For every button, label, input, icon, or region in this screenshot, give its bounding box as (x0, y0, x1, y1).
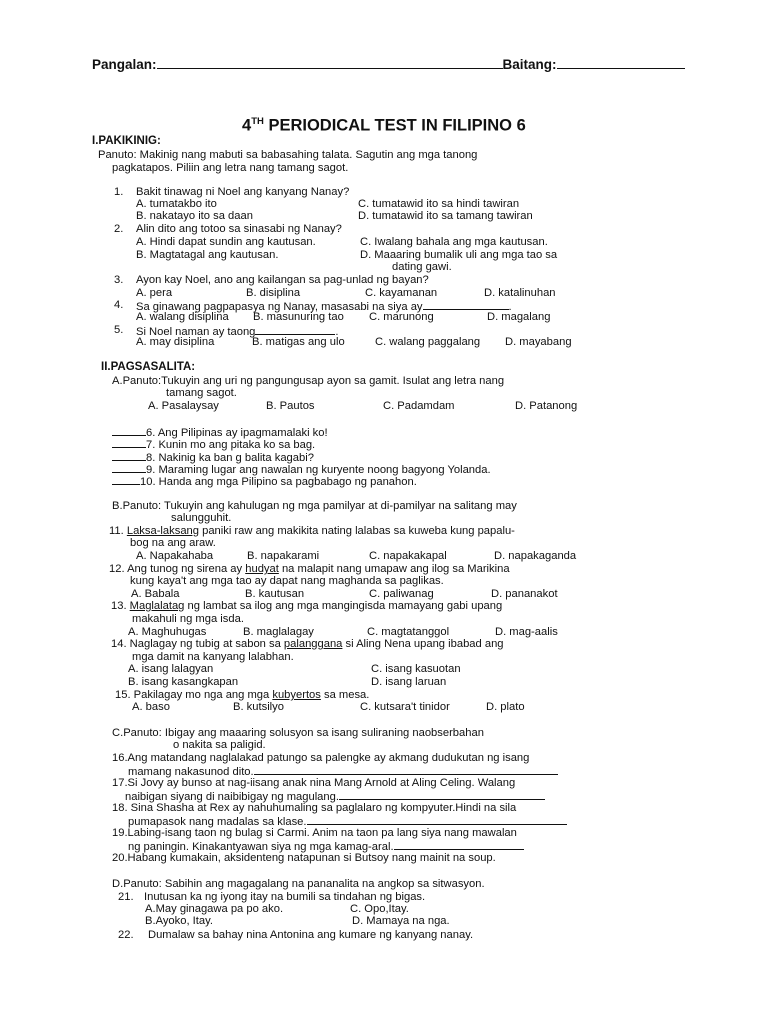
choice-b[interactable]: B. matigas ang ulo (252, 336, 345, 348)
choice-a[interactable]: A. may disiplina (136, 336, 215, 348)
question-number: 21. (118, 891, 134, 903)
question-text: Ayon kay Noel, ano ang kailangan sa pag-unlad ng bayan? (136, 274, 429, 286)
list-item: 8. Nakinig ka ban g balita kagabi? (112, 450, 314, 465)
choice-b[interactable]: B. maglalagay (243, 626, 314, 638)
choice-c[interactable]: C. Opo,Itay. (350, 903, 409, 915)
section-heading: I.PAKIKINIG: (92, 135, 161, 147)
list-item: 18. Sina Shasha at Rex ay nahuhumaling sa paglalaro ng kompyuter.Hindi na sila (112, 802, 517, 814)
choice-b[interactable]: B.Ayoko, Itay. (145, 915, 213, 927)
answer-blank[interactable] (339, 789, 545, 800)
question-number: 4. (114, 299, 124, 311)
choice-c[interactable]: C. tumatawid ito sa hindi tawiran (358, 198, 520, 210)
instructions: B.Panuto: Tukuyin ang kahulugan ng mga pamilyar at di-pamilyar na salitang may (112, 500, 517, 512)
question-text-continued: mga damit na kanyang lalabhan. (132, 651, 294, 663)
list-item: 9. Maraming lugar ang nawalan ng kuryente noong bagyong Yolanda. (112, 462, 491, 477)
question-text: Bakit tinawag ni Noel ang kanyang Nanay? (136, 186, 350, 198)
choice-b[interactable]: B. kutsilyo (233, 701, 284, 713)
choice-a[interactable]: A. Napakahaba (136, 550, 214, 562)
list-item: 16.Ang matandang naglalakad patungo sa palengke ay akmang dudukutan ng isang (112, 752, 530, 764)
instructions: salungguhit. (171, 512, 232, 524)
choice-d[interactable]: D. tumatawid ito sa tamang tawiran (358, 210, 533, 222)
choice-d[interactable]: D. plato (486, 701, 525, 713)
list-item-continued: pumapasok nang madalas sa klase. (128, 814, 567, 829)
choice-c[interactable]: C. magtatanggol (367, 626, 450, 638)
name-label: Pangalan: (92, 57, 157, 72)
choice-b[interactable]: B. nakatayo ito sa daan (136, 210, 253, 222)
answer-blank[interactable] (112, 437, 146, 448)
answer-blank[interactable] (394, 839, 524, 850)
question-text: 11. Laksa-laksang paniki raw ang makikita nating lalabas sa kuweba kung papalu- (109, 525, 515, 537)
question-number: 2. (114, 223, 124, 235)
choice-d[interactable]: D. pananakot (491, 588, 558, 600)
list-item: 20.Habang kumakain, aksidenteng natapunan si Butsoy nang mainit na soup. (112, 852, 496, 864)
choice-c[interactable]: C. kayamanan (365, 287, 438, 299)
choice-c[interactable]: C. kutsara't tinidor (360, 701, 450, 713)
choice-d[interactable]: D. mag-aalis (495, 626, 558, 638)
choice-b: B. Pautos (266, 400, 315, 412)
grade-field[interactable] (557, 57, 685, 69)
choice-d[interactable]: D. Mamaya na nga. (352, 915, 450, 927)
student-info-line (92, 57, 685, 71)
question-text: Inutusan ka ng iyong itay na bumili sa tindahan ng bigas. (144, 891, 426, 903)
answer-blank[interactable] (112, 462, 146, 473)
question-text: 13. Maglalatag ng lambat sa ilog ang mga mangingisda mamayang gabi upang (111, 600, 503, 612)
choice-c[interactable]: C. Iwalang bahala ang mga kautusan. (360, 236, 548, 248)
choice-a[interactable]: A. Hindi dapat sundin ang kautusan. (136, 236, 316, 248)
answer-blank[interactable] (255, 324, 335, 335)
question-number: 22. (118, 929, 134, 941)
list-item: 10. Handa ang mga Pilipino sa pagbabago ng panahon. (112, 474, 417, 489)
list-item: 19.Labing-isang taon ng bulag si Carmi. Anim na taon pa lang siya nang mawalan (112, 827, 517, 839)
choice-a[interactable]: A. Maghuhugas (128, 626, 207, 638)
choice-d-continued: dating gawi. (392, 261, 452, 273)
choice-a[interactable]: A. pera (136, 287, 173, 299)
choice-b[interactable]: B. masunuring tao (253, 311, 344, 323)
list-item: 17.Si Jovy ay bunso at nag-iisang anak nina Mang Arnold at Aling Celing. Walang (112, 777, 516, 789)
question-text: 14. Naglagay ng tubig at sabon sa palanggana si Aling Nena upang ibabad ang (111, 638, 504, 650)
choice-d[interactable]: D. Maaaring bumalik uli ang mga tao sa (360, 249, 558, 261)
choice-a[interactable]: A. walang disiplina (136, 311, 229, 323)
choice-b[interactable]: B. disiplina (246, 287, 301, 299)
choice-b[interactable]: B. isang kasangkapan (128, 676, 239, 688)
choice-b[interactable]: B. kautusan (245, 588, 305, 600)
choice-d[interactable]: D. isang laruan (371, 676, 447, 688)
choice-a[interactable]: A. Babala (131, 588, 180, 600)
answer-blank[interactable] (307, 814, 567, 825)
list-item-continued: mamang nakasunod dito. (128, 764, 558, 779)
name-field[interactable] (157, 57, 503, 69)
choice-d: D. Patanong (515, 400, 578, 412)
answer-blank[interactable] (112, 450, 146, 461)
question-number: 5. (114, 324, 124, 336)
choice-d[interactable]: D. mayabang (505, 336, 572, 348)
instructions: C.Panuto: Ibigay ang maaaring solusyon sa isang suliraning naobserbahan (112, 727, 484, 739)
choice-d[interactable]: D. katalinuhan (484, 287, 556, 299)
list-item: 7. Kunin mo ang pitaka ko sa bag. (112, 437, 315, 452)
question-number: 1. (114, 186, 124, 198)
answer-blank[interactable] (423, 299, 509, 310)
answer-blank[interactable] (254, 764, 558, 775)
choice-a[interactable]: A. baso (132, 701, 170, 713)
instructions: o nakita sa paligid. (173, 739, 266, 751)
answer-blank[interactable] (112, 425, 146, 436)
instructions: Panuto: Makinig nang mabuti sa babasahing talata. Sagutin ang mga tanong (98, 149, 478, 161)
choice-b[interactable]: B. napakarami (247, 550, 320, 562)
question-text: 12. Ang tunog ng sirena ay hudyat na malapit nang umapaw ang ilog sa Marikina (109, 563, 510, 575)
instructions: tamang sagot. (166, 387, 237, 399)
question-text-continued: bog na ang araw. (130, 537, 216, 549)
choice-d[interactable]: D. napakaganda (494, 550, 577, 562)
choice-b[interactable]: B. Magtatagal ang kautusan. (136, 249, 279, 261)
section-heading: II.PAGSASALITA: (101, 361, 196, 373)
choice-a[interactable]: A. isang lalagyan (128, 663, 214, 675)
question-text: 15. Pakilagay mo nga ang mga kubyertos sa mesa. (115, 689, 370, 701)
list-item-continued: ng paningin. Kinakantyawan siya ng mga kamag-aral. (128, 839, 524, 854)
question-text: Si Noel naman ay taong . (136, 326, 339, 338)
choice-c[interactable]: C. isang kasuotan (371, 663, 461, 675)
grade-label: Baitang: (502, 57, 557, 72)
list-item: 6. Ang Pilipinas ay ipagmamalaki ko! (112, 425, 328, 440)
question-number: 3. (114, 274, 124, 286)
choice-c[interactable]: C. napakakapal (369, 550, 447, 562)
list-item-continued: naibigan siyang di naibibigay ng magulang. (125, 789, 545, 804)
instructions: D.Panuto: Sabihin ang magagalang na pananalita na angkop sa sitwasyon. (112, 878, 485, 890)
question-text-continued: kung kaya't ang mga tao ay dapat nang maghanda sa paglikas. (130, 575, 444, 587)
question-text: Dumalaw sa bahay nina Antonina ang kumare ng kanyang nanay. (148, 929, 474, 941)
question-text-continued: makahuli ng mga isda. (132, 613, 244, 625)
choice-c[interactable]: C. marunong (369, 311, 434, 323)
question-text: Alin dito ang totoo sa sinasabi ng Nanay? (136, 223, 342, 235)
instructions: pagkatapos. Piliin ang letra nang tamang sagot. (112, 162, 349, 174)
choice-a[interactable]: A.May ginagawa pa po ako. (145, 903, 284, 915)
question-text: Sa ginawang pagpapasya ng Nanay, masasabi na siya ay . (136, 301, 512, 313)
choice-a: A. Pasalaysay (148, 400, 219, 412)
choice-c: C. Padamdam (383, 400, 455, 412)
choice-c[interactable]: C. paliwanag (369, 588, 434, 600)
choice-d[interactable]: D. magalang (487, 311, 551, 323)
choice-a[interactable]: A. tumatakbo ito (136, 198, 217, 210)
choice-c[interactable]: C. walang paggalang (375, 336, 481, 348)
answer-blank[interactable] (112, 474, 140, 485)
instructions: A.Panuto:Tukuyin ang uri ng pangungusap ayon sa gamit. Isulat ang letra nang (112, 375, 505, 387)
page-title: 4TH PERIODICAL TEST IN FILIPINO 6 (242, 116, 526, 135)
